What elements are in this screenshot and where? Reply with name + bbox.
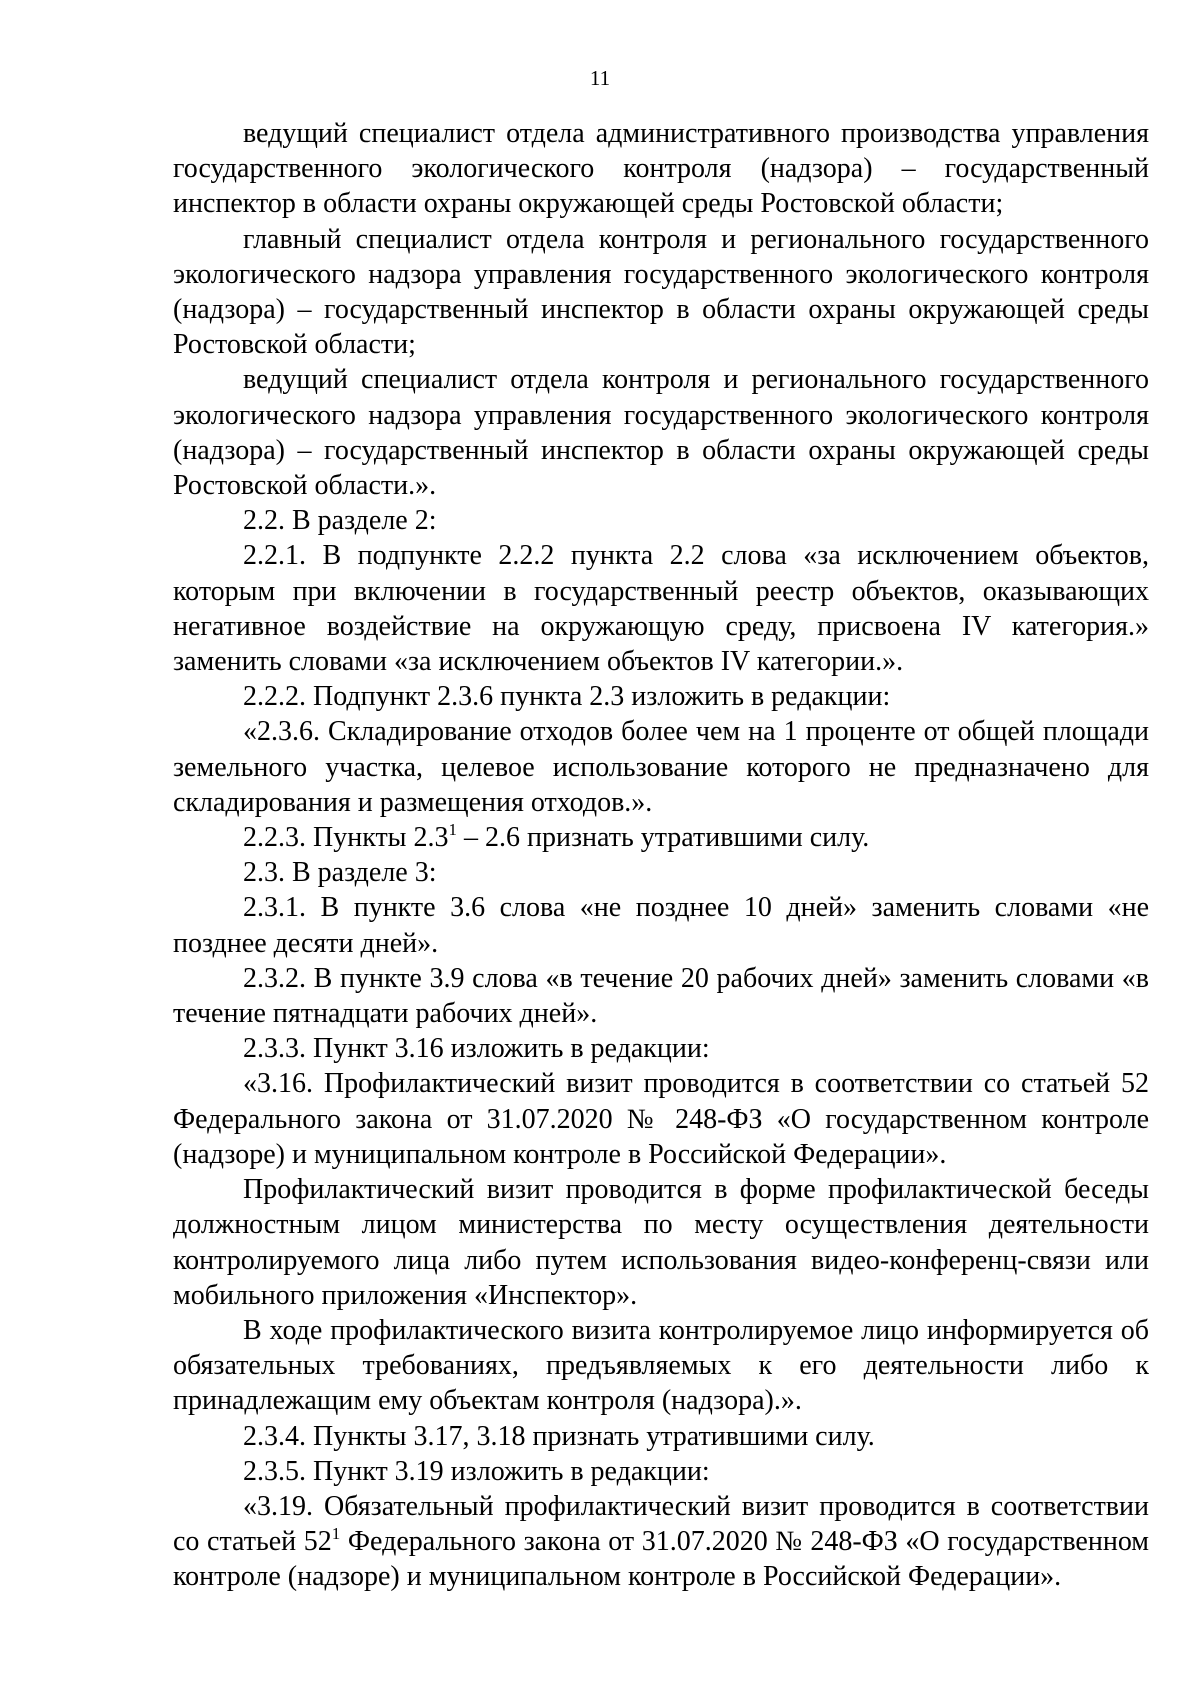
paragraph-2-3-1: 2.3.1. В пункте 3.6 слова «не позднее 10 дней» заменить словами «не позднее десяти дней». bbox=[173, 892, 1149, 959]
paragraph-2-2-3-tail: – 2.6 признать утратившими силу. bbox=[457, 822, 870, 854]
paragraph-2-3-6-quote: «2.3.6. Складирование отходов более чем на 1 проценте от общей площади земельного участка, целевое использование которого не предназначено для складирования и размещения отходов.». bbox=[173, 716, 1149, 818]
document-body bbox=[173, 116, 1149, 1595]
paragraph-2: главный специалист отдела контроля и регионального государственного экологического надзора управления государственного экологического контроля (надзора) – государственный инспектор в области охраны окружающей среды Ростовской области; bbox=[173, 223, 1149, 361]
paragraph-2-2-3-head: 2.2.3. Пункты 2.3 bbox=[243, 822, 449, 854]
paragraph-2-2-2: 2.2.2. Подпункт 2.3.6 пункта 2.3 изложить в редакции: bbox=[243, 681, 891, 713]
paragraph-3-19-head: «3.19. Обязательный профилактический визит проводится в соответствии со статьей 52 bbox=[173, 1490, 1149, 1558]
paragraph-2-3-3: 2.3.3. Пункт 3.16 изложить в редакции: bbox=[243, 1033, 710, 1065]
paragraph-3-19-tail: Федерального закона от 31.07.2020 № 248-ФЗ «О государственном контроле (надзоре) и муниципальном контроле в Российской Федерации». bbox=[173, 1526, 1149, 1593]
paragraph-2-3-4: 2.3.4. Пункты 3.17, 3.18 признать утратившими силу. bbox=[243, 1420, 875, 1452]
paragraph-2-3-5: 2.3.5. Пункт 3.19 изложить в редакции: bbox=[243, 1455, 710, 1487]
superscript: 1 bbox=[448, 820, 457, 840]
paragraph-visit-info: В ходе профилактического визита контролируемое лицо информируется об обязательных требованиях, предъявляемых к его деятельности либо к принадлежащим ему объектам контроля (надзора).». bbox=[173, 1314, 1149, 1417]
paragraph-1: ведущий специалист отдела административного производства управления государственного экологического контроля (надзора) – государственный инспектор в области охраны окружающей среды Ростовской области; bbox=[173, 118, 1149, 220]
paragraph-visit-form: Профилактический визит проводится в форме профилактической беседы должностным лицом министерства по месту осуществления деятельности контролируемого лица либо путем использования видео-конференц-связи или мобильного приложения «Инспектор». bbox=[173, 1174, 1149, 1311]
paragraph-3: ведущий специалист отдела контроля и регионального государственного экологического надзора управления государственного экологического контроля (надзора) – государственный инспектор в области охраны окружающей среды Ростовской области.». bbox=[173, 364, 1149, 502]
superscript: 1 bbox=[331, 1524, 341, 1544]
paragraph-section-2-heading: 2.2. В разделе 2: bbox=[243, 505, 437, 537]
paragraph-section-3-heading: 2.3. В разделе 3: bbox=[243, 857, 437, 889]
paragraph-3-19-quote bbox=[173, 1489, 1149, 1595]
paragraph-2-3-2: 2.3.2. В пункте 3.9 слова «в течение 20 рабочих дней» заменить словами «в течение пятнадцати рабочих дней». bbox=[173, 962, 1149, 1030]
paragraph-2-2-1: 2.2.1. В подпункте 2.2.2 пункта 2.2 слова «за исключением объектов, которым при включении в государственный реестр объектов, оказывающих негативное воздействие на окружающую среду, присвоена IV категория.» заменить словами «за исключением объектов IV категории.». bbox=[173, 540, 1149, 678]
page-number: 11 bbox=[589, 66, 611, 90]
paragraph-2-2-3 bbox=[173, 820, 1149, 855]
paragraph-3-16-quote: «3.16. Профилактический визит проводится в соответствии со статьей 52 Федерального закона от 31.07.2020 № 248-ФЗ «О государственном контроле (надзоре) и муниципальном контроле в Российской Федерации». bbox=[173, 1068, 1149, 1170]
